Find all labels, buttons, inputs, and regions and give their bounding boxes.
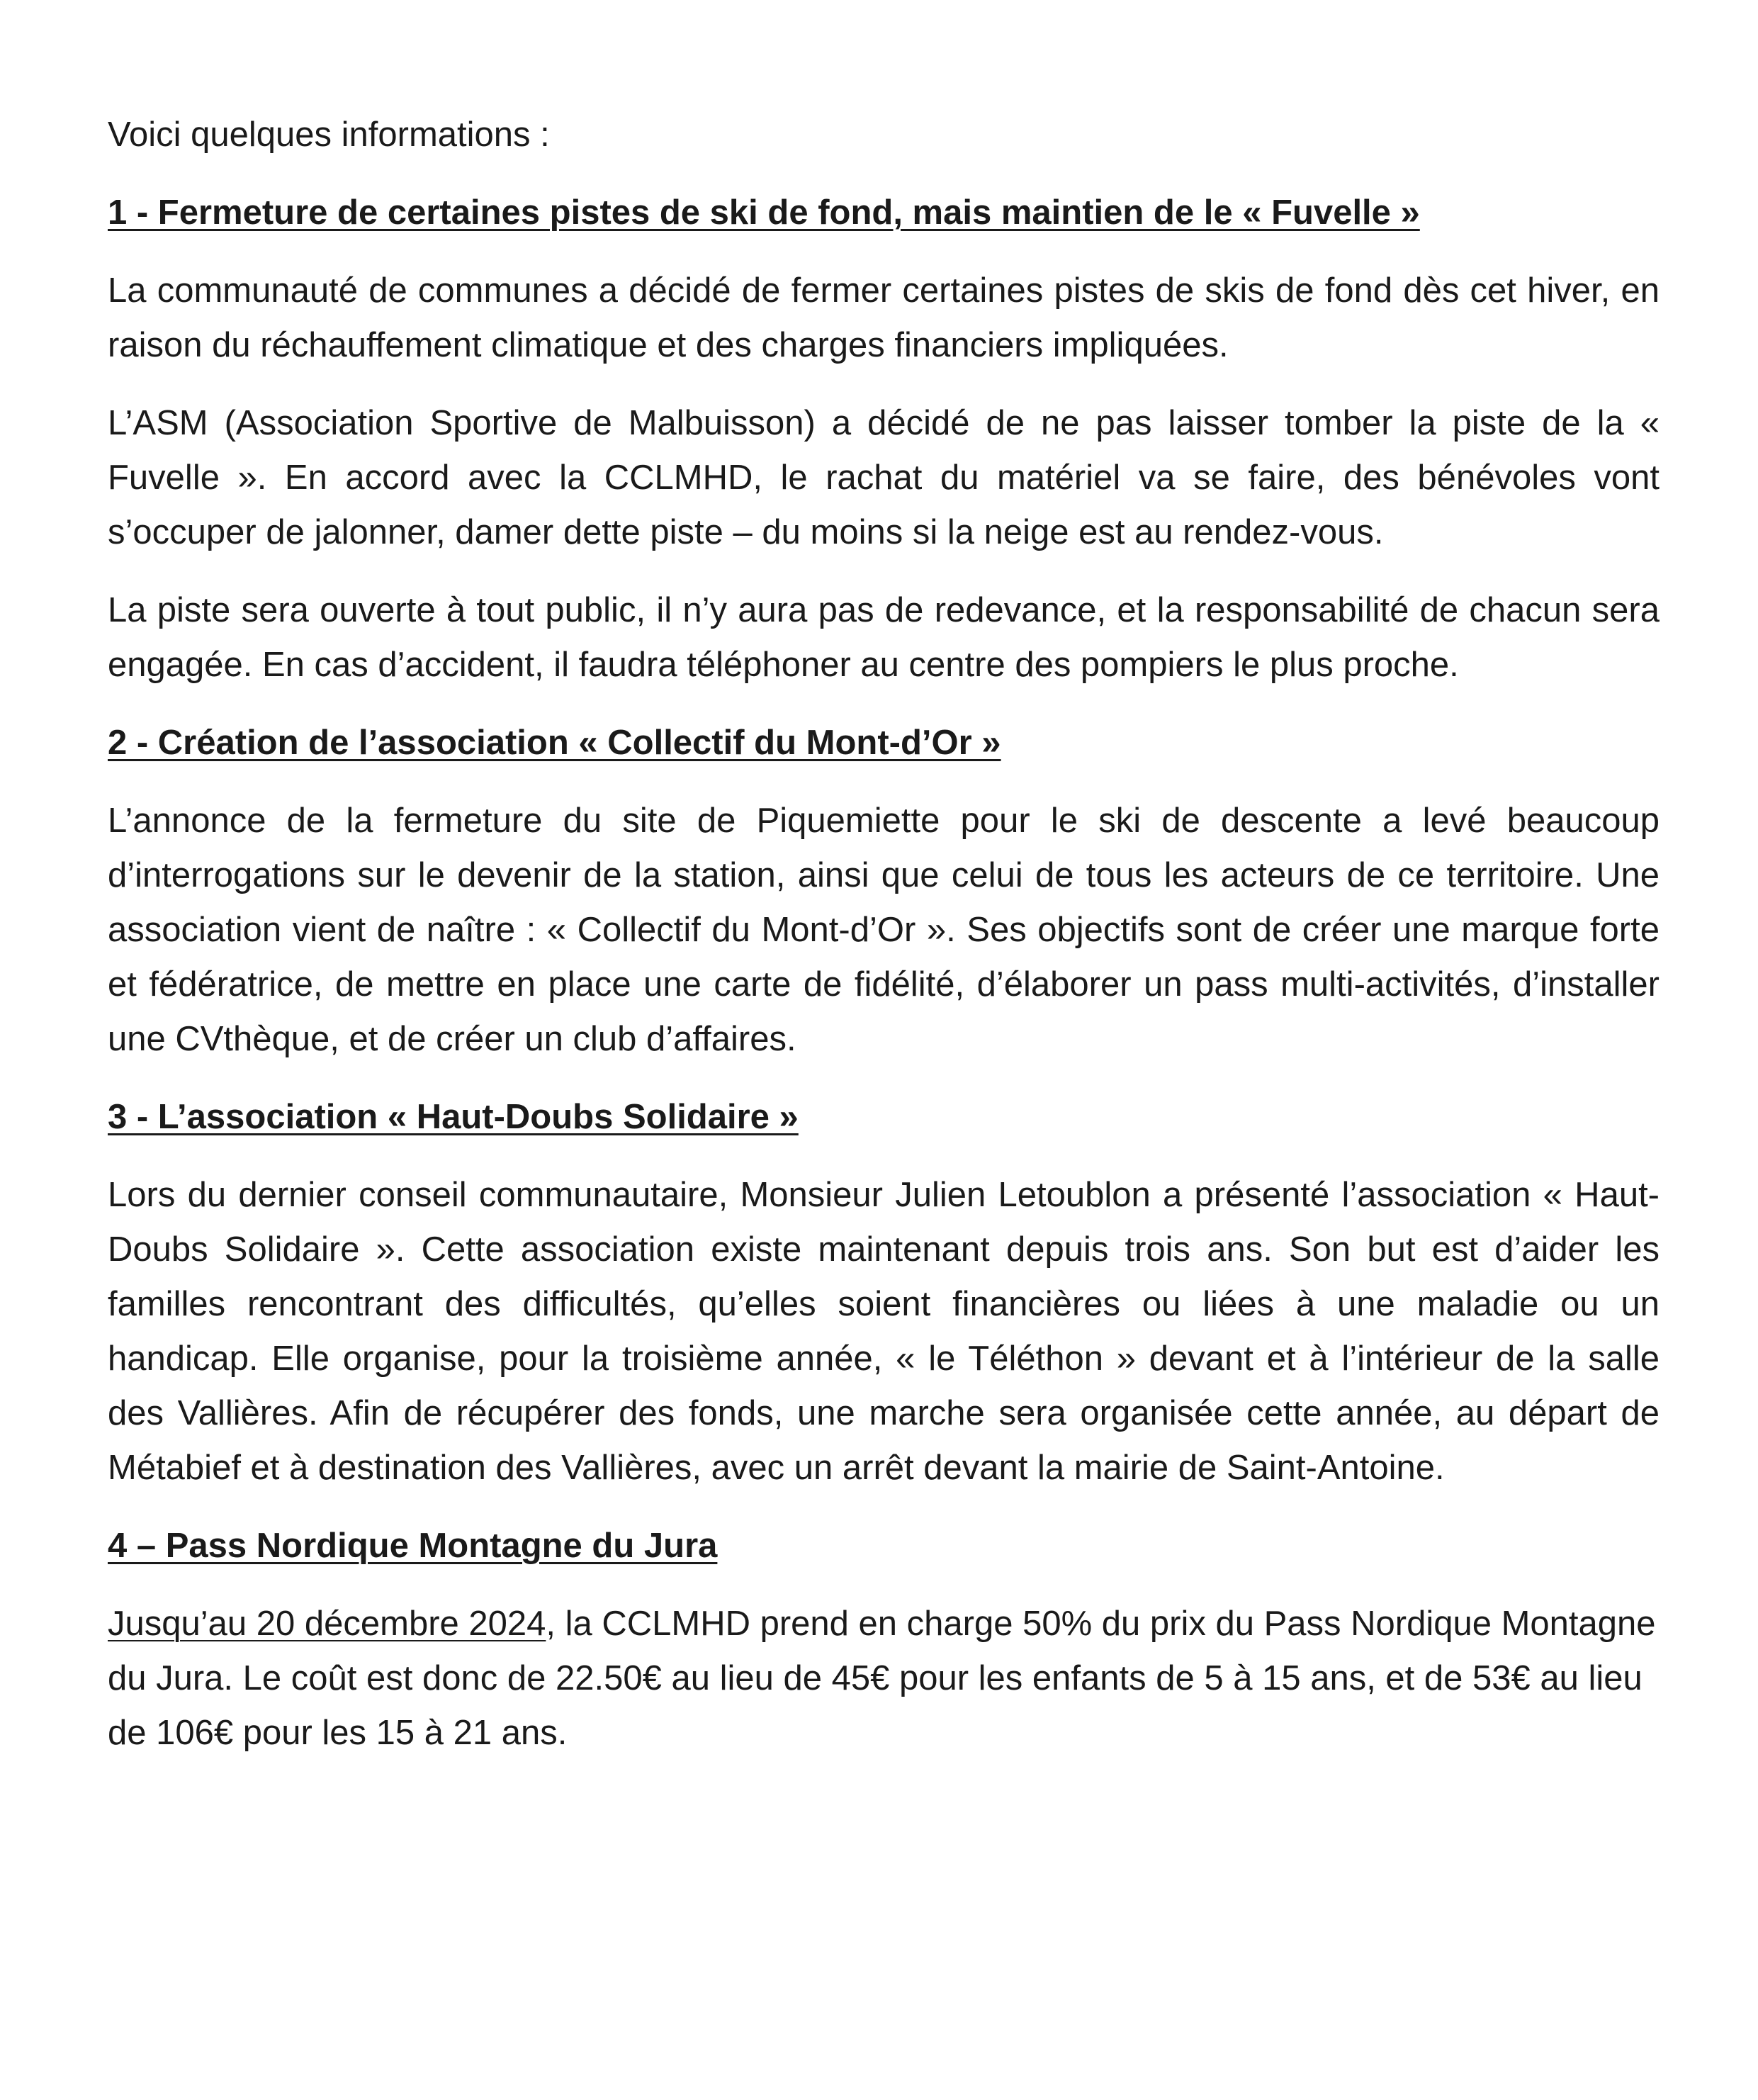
section-3-paragraph-1: Lors du dernier conseil communautaire, Monsieur Julien Letoublon a présenté l’association « Haut-Doubs Solidaire ». Cette association existe maintenant depuis trois ans. Son but est d’aider les familles rencontrant des difficultés, qu’elles soient financières ou liées à une maladie ou un handicap. Elle organise, pour la troisième année, « le Téléthon » devant et à l’intérieur de la salle des Vallières. Afin de récupérer des fonds, une marche sera organisée cette année, au départ de Métabief et à destination des Vallières, avec un arrêt devant la mairie de Saint-Antoine.	[108, 1176, 1660, 1487]
intro-text: Voici quelques informations :	[108, 116, 550, 154]
section-1-paragraph-3: La piste sera ouverte à tout public, il n’y aura pas de redevance, et la responsabilité de chacun sera engagée. En cas d’accident, il faudra téléphoner au centre des pompiers le plus proche.	[108, 591, 1660, 684]
section-2-heading: 2 - Création de l’association « Collectif du Mont-d’Or »	[108, 724, 1001, 762]
section-1-heading: 1 - Fermeture de certaines pistes de ski de fond, mais maintien de le « Fuvelle »	[108, 193, 1420, 232]
section-1-paragraph-1: La communauté de communes a décidé de fermer certaines pistes de skis de fond dès cet hiver, en raison du réchauffement climatique et des charges financiers impliquées.	[108, 271, 1660, 364]
deadline-date-text: Jusqu’au 20 décembre 2024	[108, 1605, 546, 1643]
section-2-paragraph-1: L’annonce de la fermeture du site de Piquemiette pour le ski de descente a levé beaucoup d’interrogations sur le devenir de la station, ainsi que celui de tous les acteurs de ce territoire. Une association vient de naître : « Collectif du Mont-d’Or ». Ses objectifs sont de créer une marque forte et fédératrice, de mettre en place une carte de fidélité, d’élaborer un pass multi-activités, d’installer une CVthèque, et de créer un club d’affaires.	[108, 802, 1660, 1058]
section-4-paragraph-text: , la CCLMHD prend en charge 50% du prix du Pass Nordique Montagne du Jura. Le coût est donc de 22.50€ au lieu de 45€ pour les enfants de 5 à 15 ans, et de 53€ au lieu de 106€ pour les 15 à 21 ans.	[108, 1605, 1656, 1752]
section-1-paragraph-2: L’ASM (Association Sportive de Malbuisson) a décidé de ne pas laisser tomber la piste de la « Fuvelle ». En accord avec la CCLMHD, le rachat du matériel va se faire, des bénévoles vont s’occuper de jalonner, damer dette piste – du moins si la neige est au rendez-vous.	[108, 404, 1660, 551]
section-4-heading: 4 – Pass Nordique Montagne du Jura	[108, 1527, 718, 1565]
section-4-paragraph-1	[108, 1597, 1660, 1761]
section-3-heading: 3 - L’association « Haut-Doubs Solidaire »	[108, 1098, 799, 1136]
document-page	[108, 108, 1660, 1784]
